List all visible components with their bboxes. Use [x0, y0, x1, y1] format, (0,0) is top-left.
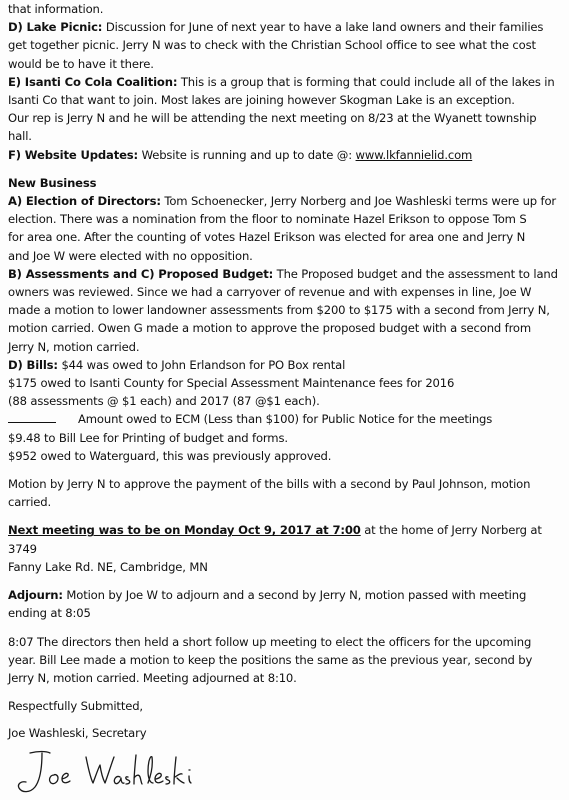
secretary-line: Joe Washleski, Secretary — [8, 726, 147, 741]
bills-heading: D) Bills: — [8, 357, 58, 372]
text-line: Website is running and up to date @: — [138, 147, 356, 162]
text-line: $44 was owed to John Erlandson for PO Box rental — [57, 357, 346, 372]
text-line: election. There was a nomination from the floor to nominate Hazel Erikson to oppose Tom S — [8, 212, 527, 227]
text-line: Isanti Co that want to join. Most lakes are joining however Skogman Lake is an exception. — [8, 93, 515, 108]
text-line: that information. — [8, 2, 104, 16]
text-line: Motion by Joe W to adjourn and a second by Jerry N, motion passed with meeting — [62, 588, 527, 603]
text-line: motion carried. Owen G made a motion to approve the proposed budget with a second from — [8, 321, 532, 336]
text-line: get together picnic. Jerry N was to check with the Christian School office to see what the cost — [8, 38, 536, 53]
coalition-paragraph — [8, 73, 560, 91]
budget-heading: B) Assessments and C) Proposed Budget: — [8, 266, 274, 281]
text-line: Jerry N, motion carried. — [8, 339, 140, 354]
text-line: Amount owed to ECM (Less than $100) for Public Notice for the meetings — [78, 412, 493, 427]
text-line: $9.48 to Bill Lee for Printing of budget and forms. — [8, 430, 288, 445]
coalition-heading: E) Isanti Co Cola Coalition: — [8, 74, 178, 89]
text-line: would be to have it there. — [8, 56, 154, 71]
bills-paragraph — [8, 356, 560, 374]
text-line: Jerry N, motion carried. Meeting adjourned at 8:10. — [8, 670, 297, 685]
text-line: $175 owed to Isanti County for Special Assessment Maintenance fees for 2016 — [8, 376, 455, 391]
text-line: Our rep is Jerry N and he will be attending the next meeting on 8/23 at the Wyanett township — [8, 111, 537, 126]
text-line: hall. — [8, 129, 32, 144]
text-line: Motion by Jerry N to approve the payment of the bills with a second by Paul Johnson, motion — [8, 477, 531, 492]
text-line: year. Bill Lee made a motion to keep the positions the same as the previous year, second by — [8, 652, 533, 667]
minutes-content — [8, 0, 560, 797]
text-line: carried. — [8, 495, 52, 510]
website-heading: F) Website Updates: — [8, 147, 139, 162]
adjourn-heading: Adjourn: — [8, 588, 63, 603]
website-paragraph — [8, 146, 560, 164]
lake-picnic-heading: D) Lake Picnic: — [8, 20, 103, 35]
text-line: owners was reviewed. Since we had a carryover of revenue and with expenses in line, Joe W — [8, 285, 532, 300]
text-line: Discussion for June of next year to have a lake land owners and their families — [102, 20, 544, 35]
text-line: (88 assessments @ $1 each) and 2017 (87 @$1 each). — [8, 394, 320, 409]
text-line: for area one. After the counting of votes Hazel Erikson was elected for area one and Jerry N — [8, 230, 526, 245]
signature — [8, 745, 560, 797]
text-line: Fanny Lake Rd. NE, Cambridge, MN — [8, 559, 208, 574]
election-heading: A) Election of Directors: — [8, 194, 161, 209]
bill-blank-line — [8, 410, 560, 428]
adjourn-paragraph — [8, 586, 560, 604]
text-line: Tom Schoenecker, Jerry Norberg and Joe Washleski terms were up for — [160, 194, 557, 209]
text-line: $952 owed to Waterguard, this was previously approved. — [8, 448, 332, 463]
closing-line: Respectfully Submitted, — [8, 699, 143, 714]
text-line: and Joe W were elected with no opposition. — [8, 248, 253, 263]
text-line: ending at 8:05 — [8, 606, 91, 621]
text-line: 8:07 The directors then held a short follow up meeting to elect the officers for the upcoming — [8, 634, 532, 649]
budget-paragraph — [8, 265, 560, 283]
text-line: made a motion to lower landowner assessments from $200 to $175 with a second from Jerry N, — [8, 303, 550, 318]
website-link[interactable]: www.lkfannielid.com — [355, 147, 473, 162]
lake-picnic-paragraph — [8, 18, 560, 36]
signature-image — [8, 745, 208, 797]
next-meeting-paragraph — [8, 521, 560, 557]
text-line: This is a group that is forming that could include all of the lakes in — [177, 74, 555, 89]
next-meeting-heading: Next meeting was to be on Monday Oct 9, 2017 at 7:00 — [8, 523, 361, 538]
new-business-heading: New Business — [8, 175, 97, 190]
text-line: at the home of Jerry Norberg at 3749 — [8, 523, 542, 556]
blank-amount — [8, 410, 56, 423]
text-line: The Proposed budget and the assessment to land — [273, 266, 558, 281]
election-paragraph — [8, 192, 560, 210]
